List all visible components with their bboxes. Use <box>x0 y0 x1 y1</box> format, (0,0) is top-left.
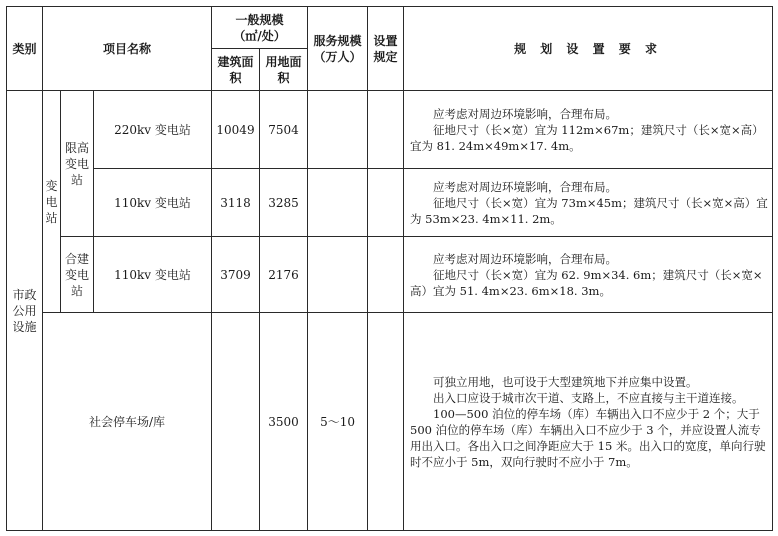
building-area-cell: 3118 <box>212 169 260 237</box>
service-scale-cell <box>308 169 368 237</box>
requirement-text: 应考虑对周边环境影响，合理布局。 <box>433 106 618 121</box>
land-area-cell: 7504 <box>260 91 308 169</box>
combined-substation-cell: 合建变电站 <box>61 237 94 313</box>
requirements-cell <box>404 169 773 237</box>
category-cell: 市政公用设施 <box>7 91 43 531</box>
height-limited-cell: 限高变电站 <box>61 91 94 237</box>
table-row <box>7 169 773 237</box>
table-row <box>7 91 773 169</box>
project-name-cell: 220kv 变电站 <box>94 91 212 169</box>
requirement-text: 应考虑对周边环境影响，合理布局。 <box>433 251 618 266</box>
service-scale-cell <box>308 91 368 169</box>
building-area-cell: 10049 <box>212 91 260 169</box>
land-area-cell: 3285 <box>260 169 308 237</box>
requirements-cell <box>404 313 773 531</box>
setting-rule-cell <box>368 91 404 169</box>
planning-table <box>6 6 773 531</box>
requirement-text: 征地尺寸（长×宽）宜为 112m×67m；建筑尺寸（长×宽×高）宜为 81. 24m×49m×17. 4m。 <box>410 122 764 153</box>
substation-group-cell: 变电站 <box>43 91 61 313</box>
header-setting-rule: 设置规定 <box>368 7 404 91</box>
land-area-cell: 3500 <box>260 313 308 531</box>
project-name-cell: 社会停车场/库 <box>43 313 212 531</box>
land-area-cell: 2176 <box>260 237 308 313</box>
table-row <box>7 237 773 313</box>
setting-rule-cell <box>368 237 404 313</box>
requirements-cell <box>404 237 773 313</box>
service-scale-cell: 5～10 <box>308 313 368 531</box>
building-area-cell <box>212 313 260 531</box>
project-name-cell: 110kv 变电站 <box>94 237 212 313</box>
header-service-scale: 服务规模（万人） <box>308 7 368 91</box>
requirement-text: 100—500 泊位的停车场（库）车辆出入口不应少于 2 个；大于 500 泊位的停车场（库）车辆出入口不应少于 3 个，并应设置人流专用出入口。各出入口之间净距应大于 15 米。出入口的宽度，单向行驶时不应小于 5m，双向行驶时不应小于 7m。 <box>410 406 766 469</box>
header-project-name: 项目名称 <box>43 7 212 91</box>
general-scale-label: 一般规模 <box>235 12 284 27</box>
requirements-cell <box>404 91 773 169</box>
requirement-text: 征地尺寸（长×宽）宜为 73m×45m；建筑尺寸（长×宽×高）宜为 53m×23. 4m×11. 2m。 <box>410 195 768 226</box>
header-building-area: 建筑面积 <box>212 49 260 91</box>
scale-unit-label: （㎡/处） <box>233 28 286 43</box>
requirement-text: 可独立用地，也可设于大型建筑地下并应集中设置。 <box>433 374 698 389</box>
project-name-cell: 110kv 变电站 <box>94 169 212 237</box>
table-row <box>7 313 773 531</box>
requirement-text: 征地尺寸（长×宽）宜为 62. 9m×34. 6m；建筑尺寸（长×宽×高）宜为 51. 4m×23. 6m×18. 3m。 <box>410 267 763 298</box>
header-land-area: 用地面积 <box>260 49 308 91</box>
requirement-text: 出入口应设于城市次干道、支路上，不应直接与主干道连接。 <box>433 390 744 405</box>
building-area-cell: 3709 <box>212 237 260 313</box>
header-general-scale <box>212 7 308 49</box>
service-scale-cell <box>308 237 368 313</box>
header-requirements: 规 划 设 置 要 求 <box>404 7 773 91</box>
header-category: 类别 <box>7 7 43 91</box>
setting-rule-cell <box>368 313 404 531</box>
setting-rule-cell <box>368 169 404 237</box>
requirement-text: 应考虑对周边环境影响，合理布局。 <box>433 179 618 194</box>
